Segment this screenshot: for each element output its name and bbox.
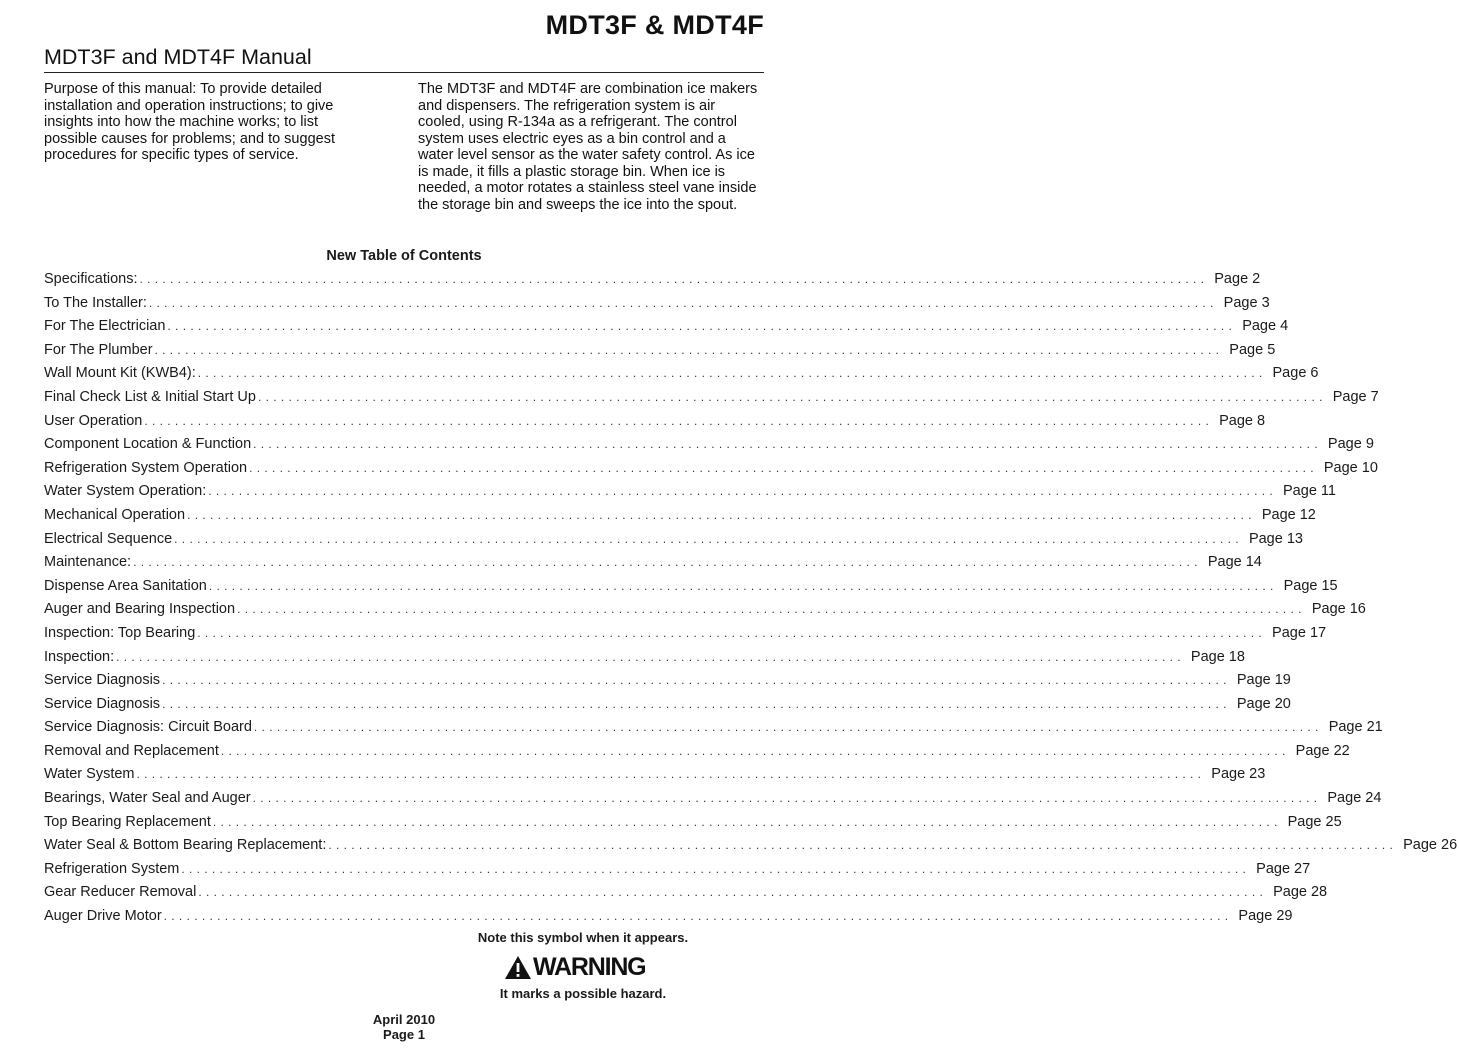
- toc-leader-dots: ............................................................................................................................................: [212, 814, 1282, 829]
- toc-entry-page: Page 9: [1327, 436, 1374, 453]
- toc-entry: [44, 339, 1276, 363]
- toc-leader-dots: ............................................................................................................................................: [249, 460, 1318, 475]
- toc-entry: [44, 905, 1293, 929]
- toc-leader-dots: ............................................................................................................................................: [197, 625, 1267, 640]
- toc-entry-label: Specifications:: [44, 271, 138, 287]
- toc-entry-page: Page 4: [1242, 318, 1289, 335]
- toc-leader-dots: ............................................................................................................................................: [328, 838, 1398, 853]
- toc-entry-label: Service Diagnosis: [44, 695, 161, 712]
- toc-heading: New Table of Contents: [326, 248, 482, 264]
- toc-entry-page: Page 3: [1223, 294, 1270, 311]
- toc-leader-dots: ............................................................................................................................................: [163, 909, 1233, 924]
- toc-entry-page: Page 22: [1295, 742, 1350, 759]
- toc-entry-page: Page 20: [1236, 695, 1291, 712]
- toc-entry-label: Wall Mount Kit (KWB4):: [44, 365, 196, 382]
- toc-entry: [44, 362, 1319, 386]
- toc-leader-dots: ............................................................................................................................................: [237, 602, 1306, 617]
- toc-leader-dots: ............................................................................................................................................: [116, 649, 1185, 664]
- toc-leader-dots: ............................................................................................................................................: [167, 319, 1237, 334]
- toc-leader-dots: ............................................................................................................................................: [136, 767, 1206, 782]
- toc-entry: [44, 787, 1382, 811]
- toc-entry-page: Page 18: [1190, 648, 1245, 665]
- toc-entry-label: Service Diagnosis: [44, 672, 161, 689]
- toc-entry: [44, 433, 1374, 457]
- toc-entry: [44, 881, 1328, 905]
- toc-entry-page: Page 6: [1272, 365, 1319, 382]
- toc-entry-page: Page 2: [1214, 271, 1261, 287]
- toc-entry-page: Page 28: [1273, 884, 1328, 901]
- toc-leader-dots: ............................................................................................................................................: [252, 791, 1322, 806]
- toc-entry-label: Refrigeration System: [44, 860, 180, 877]
- toc-entry-label: To The Installer:: [44, 294, 147, 311]
- warning-label: [504, 952, 645, 982]
- toc-entry-label: Water System: [44, 766, 135, 783]
- toc-leader-dots: ............................................................................................................................................: [154, 342, 1224, 357]
- toc-entry-label: Maintenance:: [44, 554, 132, 571]
- toc-entry: [44, 551, 1262, 575]
- toc-entry-page: Page 26: [1403, 837, 1458, 854]
- toc-entry: [44, 575, 1338, 599]
- toc-leader-dots: ............................................................................................................................................: [197, 366, 1267, 381]
- toc-entry-page: Page 11: [1283, 483, 1336, 500]
- toc-entry-page: Page 29: [1238, 908, 1293, 925]
- model-title: MDT3F & MDT4F: [545, 10, 764, 40]
- toc-entry: [44, 834, 1458, 858]
- toc-entry: [44, 386, 1379, 410]
- description-paragraph: The MDT3F and MDT4F are combination ice makers and dispensers. The refrigeration system is air cooled, using R-134a as a refrigerant. The control system uses electric eyes as a bin control and a water level sensor as the water safety control. As ice is made, it fills a plastic storage bin. When ice is needed, a motor rotates a stainless steel vane inside the storage bin and sweeps the ice into the spout.: [418, 81, 758, 213]
- toc-entry-label: Top Bearing Replacement: [44, 813, 211, 830]
- toc-entry-label: Inspection: Top Bearing: [44, 624, 196, 641]
- toc-leader-dots: ............................................................................................................................................: [181, 861, 1251, 876]
- toc-leader-dots: ............................................................................................................................................: [174, 531, 1243, 546]
- toc-entry-label: Final Check List & Initial Start Up: [44, 388, 256, 405]
- toc-entry: [44, 669, 1291, 693]
- toc-entry-page: Page 24: [1327, 790, 1382, 807]
- toc-entry-page: Page 14: [1207, 554, 1262, 571]
- title-rule: [44, 72, 764, 73]
- toc-entry-label: Gear Reducer Removal: [44, 884, 197, 901]
- toc-leader-dots: ............................................................................................................................................: [133, 555, 1202, 570]
- toc-entry-label: Bearings, Water Seal and Auger: [44, 790, 251, 807]
- toc-leader-dots: ............................................................................................................................................: [162, 696, 1231, 711]
- toc-leader-dots: ............................................................................................................................................: [253, 437, 1322, 452]
- toc-entry-label: User Operation: [44, 412, 143, 429]
- toc-entry: [44, 504, 1316, 528]
- toc-entry: [44, 763, 1266, 787]
- toc-entry: [44, 646, 1245, 670]
- toc-leader-dots: ............................................................................................................................................: [257, 389, 1327, 404]
- toc-leader-dots: ............................................................................................................................................: [208, 578, 1278, 593]
- toc-entry-page: Page 19: [1236, 672, 1291, 689]
- toc-entry-page: Page 25: [1287, 813, 1342, 830]
- toc-entry-page: Page 8: [1219, 412, 1266, 429]
- warning-triangle-icon: [504, 955, 532, 980]
- toc-leader-dots: ............................................................................................................................................: [253, 720, 1323, 735]
- toc-leader-dots: ............................................................................................................................................: [144, 413, 1214, 428]
- toc-entry-page: Page 23: [1211, 766, 1266, 783]
- toc-entry-page: Page 12: [1261, 506, 1316, 523]
- toc-entry: [44, 622, 1327, 646]
- toc-entry-label: For The Electrician: [44, 318, 166, 335]
- toc-entry-label: Auger and Bearing Inspection: [44, 601, 236, 618]
- toc-leader-dots: ............................................................................................................................................: [139, 272, 1209, 286]
- toc-entry-label: Mechanical Operation: [44, 506, 186, 523]
- toc-entry-page: Page 16: [1311, 601, 1366, 618]
- toc-entry: [44, 693, 1291, 717]
- toc-entry-page: Page 21: [1328, 719, 1383, 736]
- toc-entry-label: For The Plumber: [44, 341, 153, 358]
- hazard-note: It marks a possible hazard.: [499, 986, 667, 1001]
- toc-entry-page: Page 17: [1272, 624, 1327, 641]
- toc-entry-label: Auger Drive Motor: [44, 908, 162, 925]
- toc-entry-label: Service Diagnosis: Circuit Board: [44, 719, 252, 736]
- toc-entry: [44, 410, 1266, 434]
- toc-entry-page: Page 13: [1248, 530, 1303, 547]
- toc-entry-page: Page 5: [1229, 341, 1276, 358]
- toc-entry-page: Page 27: [1256, 860, 1311, 877]
- toc-entry: [44, 528, 1303, 552]
- purpose-paragraph: Purpose of this manual: To provide detailed installation and operation instructions; to give insights into how the machine works; to list possible causes for problems; and to suggest procedures for specific types of service.: [44, 81, 335, 163]
- toc-entry-label: Inspection:: [44, 648, 115, 665]
- toc-leader-dots: ............................................................................................................................................: [208, 484, 1278, 499]
- warning-word: WARNING: [533, 952, 646, 981]
- toc-leader-dots: ............................................................................................................................................: [162, 673, 1231, 688]
- toc-entry-label: Electrical Sequence: [44, 530, 173, 547]
- toc-leader-dots: ............................................................................................................................................: [198, 885, 1268, 900]
- toc-entry-page: Page 15: [1283, 577, 1338, 594]
- page-number: Page 1: [383, 1027, 425, 1042]
- toc-entry: [44, 268, 1261, 292]
- toc-entry: [44, 315, 1289, 339]
- toc-entry: [44, 598, 1366, 622]
- footer-date: April 2010: [372, 1012, 436, 1027]
- symbol-note: Note this symbol when it appears.: [477, 930, 689, 945]
- toc-entry: [44, 480, 1336, 504]
- toc-entry-label: Water Seal & Bottom Bearing Replacement:: [44, 837, 327, 854]
- toc-entry-page: Page 10: [1323, 459, 1378, 476]
- toc-leader-dots: ............................................................................................................................................: [187, 507, 1256, 522]
- toc-entry-label: Removal and Replacement: [44, 742, 219, 759]
- toc-entry-label: Dispense Area Sanitation: [44, 577, 207, 594]
- toc-entry: [44, 858, 1311, 882]
- manual-title: MDT3F and MDT4F Manual: [44, 45, 312, 69]
- toc-entry-label: Water System Operation:: [44, 483, 207, 500]
- toc-entry-label: Refrigeration System Operation: [44, 459, 248, 476]
- toc-leader-dots: ............................................................................................................................................: [148, 295, 1218, 310]
- toc-entry-label: Component Location & Function: [44, 436, 252, 453]
- toc-entry: [44, 457, 1378, 481]
- toc-entry: [44, 740, 1350, 764]
- toc-entry: [44, 292, 1270, 316]
- toc-entry: [44, 716, 1383, 740]
- table-of-contents: [44, 268, 1458, 929]
- toc-entry-page: Page 7: [1332, 388, 1379, 405]
- toc-leader-dots: ............................................................................................................................................: [220, 743, 1290, 758]
- toc-entry: [44, 811, 1342, 835]
